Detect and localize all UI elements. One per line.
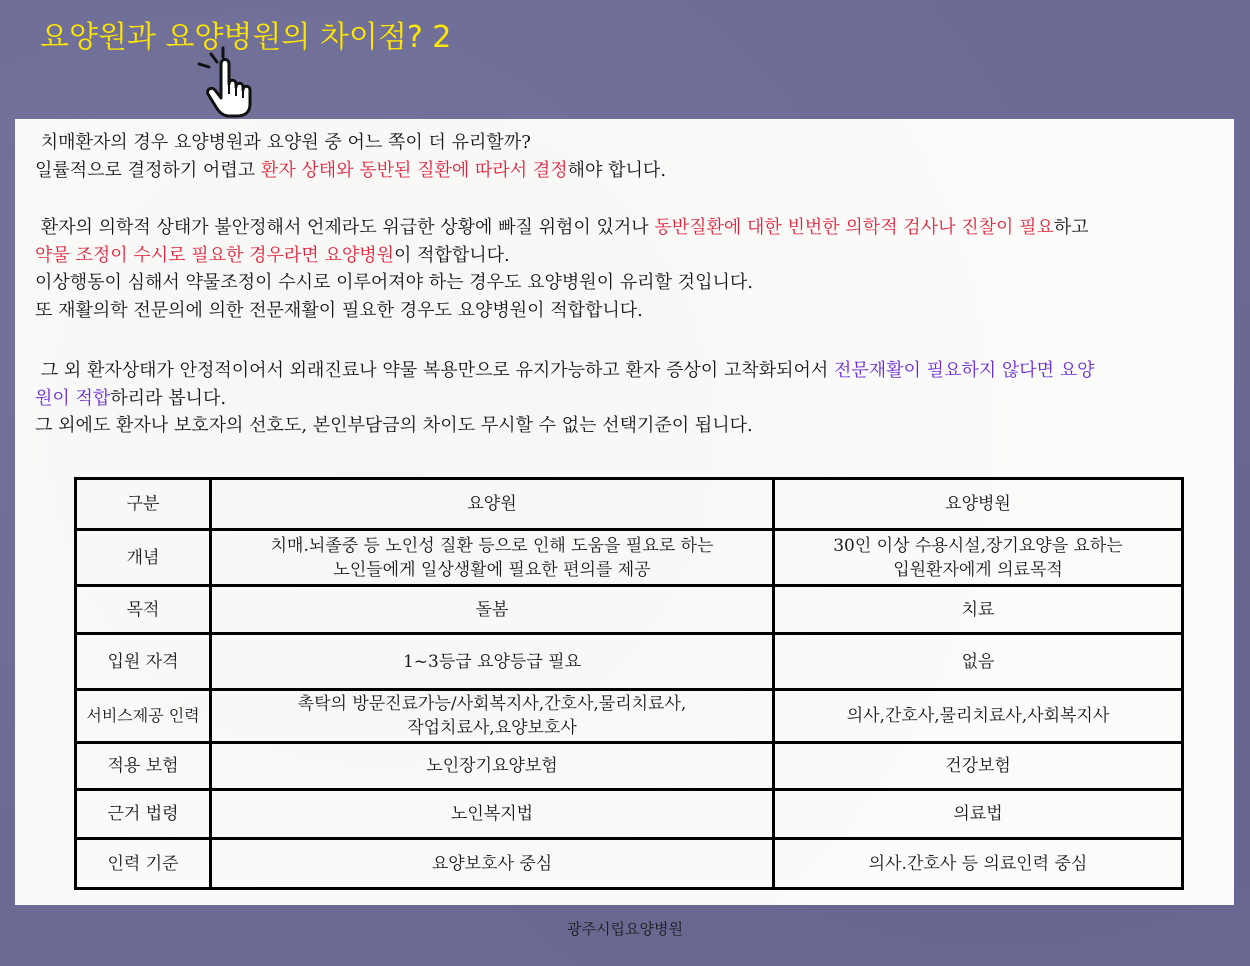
p2-line1-a: 환자의 의학적 상태가 불안정해서 언제라도 위급한 상황에 빠질 위험이 있거나 [40, 217, 655, 238]
row-nursing-hospital-cell: 건강보험 [774, 743, 1183, 790]
p3-line3: 그 외에도 환자나 보호자의 선호도, 본인부담금의 차이도 무시할 수 없는 선택기준이 됩니다. [35, 415, 753, 436]
paragraph-1 [35, 129, 1225, 184]
row-nursing-hospital-cell [774, 530, 1183, 586]
content-panel [15, 119, 1234, 905]
p2-line1-c: 하고 [1053, 217, 1089, 238]
cell-line: 치매.뇌졸중 등 노인성 질환 등으로 인해 도움을 필요로 하는 [270, 535, 714, 556]
cell-line: 노인들에게 일상생활에 필요한 편의를 제공 [333, 559, 651, 580]
p3-line2-b: 하리라 봅니다. [110, 387, 227, 409]
cell-line: 입원환자에게 의료목적 [893, 559, 1063, 580]
table-row [76, 634, 1183, 690]
paragraph-3 [35, 357, 1225, 440]
p1-line1: 치매환자의 경우 요양병원과 요양원 중 어느 쪽이 더 유리할까? [40, 132, 531, 153]
p1-line2-c: 해야 합니다. [567, 159, 667, 181]
cell-line: 작업치료사,요양보호사 [407, 718, 577, 738]
footer-hospital-name: 광주시립요양병원 [567, 920, 683, 938]
page-title: 요양원과 요양병원의 차이점? 2 [40, 20, 452, 55]
p3-line1-a: 그 외 환자상태가 안정적이어서 외래진료나 약물 복용만으로 유지가능하고 환자 증상이 고착화되어서 [40, 360, 834, 381]
p3-line1-highlight: 전문재활이 필요하지 않다면 요양 [833, 360, 1095, 381]
table-header-row [76, 479, 1183, 530]
p2-line1-highlight: 동반질환에 대한 빈번한 의학적 검사나 진찰이 필요 [654, 217, 1054, 238]
row-label: 목적 [76, 586, 211, 634]
cell-line: 촉탁의 방문진료가능/사회복지사,간호사,물리치료사, [297, 694, 687, 714]
row-label: 적용 보험 [76, 743, 211, 790]
row-nursing-home-cell [211, 530, 774, 586]
row-nursing-home-cell: 노인장기요양보험 [211, 743, 774, 790]
row-label: 근거 법령 [76, 790, 211, 839]
row-label: 서비스제공 인력 [76, 690, 211, 743]
p2-line3: 이상행동이 심해서 약물조정이 수시로 이루어져야 하는 경우도 요양병원이 유리할 것입니다. [35, 272, 753, 293]
table-row [76, 586, 1183, 634]
row-nursing-hospital-cell: 의료법 [774, 790, 1183, 839]
table-header-category: 구분 [76, 479, 211, 530]
table-row [76, 790, 1183, 839]
row-nursing-home-cell: 1~3등급 요양등급 필요 [211, 634, 774, 690]
row-label: 입원 자격 [76, 634, 211, 690]
row-nursing-hospital-cell: 치료 [774, 586, 1183, 634]
p1-line2-highlight: 환자 상태와 동반된 질환에 따라서 결정 [260, 159, 568, 181]
p2-line2-highlight: 약물 조정이 수시로 필요한 경우라면 요양병원 [35, 244, 394, 266]
p2-line4: 또 재활의학 전문의에 의한 전문재활이 필요한 경우도 요양병원이 적합합니다. [35, 299, 643, 321]
table-row [76, 690, 1183, 743]
p2-line2-b: 이 적합합니다. [393, 244, 510, 266]
row-nursing-home-cell [211, 690, 774, 743]
row-nursing-home-cell: 돌봄 [211, 586, 774, 634]
table-row [76, 839, 1183, 889]
table-header-nursing-hospital: 요양병원 [774, 479, 1183, 530]
cell-line: 30인 이상 수용시설,장기요양을 요하는 [833, 535, 1123, 556]
table-header-nursing-home: 요양원 [211, 479, 774, 530]
p3-line2-highlight: 원이 적합 [35, 387, 111, 409]
paragraph-2 [35, 214, 1225, 324]
comparison-table [74, 477, 1184, 890]
row-nursing-home-cell: 노인복지법 [211, 790, 774, 839]
table-row [76, 743, 1183, 790]
row-label: 개념 [76, 530, 211, 586]
pointing-hand-icon [193, 46, 273, 118]
p1-line2-a: 일률적으로 결정하기 어렵고 [35, 159, 261, 181]
row-nursing-hospital-cell: 없음 [774, 634, 1183, 690]
row-nursing-hospital-cell: 의사.간호사 등 의료인력 중심 [774, 839, 1183, 889]
table-row [76, 530, 1183, 586]
row-nursing-hospital-cell: 의사,간호사,물리치료사,사회복지사 [774, 690, 1183, 743]
row-nursing-home-cell: 요양보호사 중심 [211, 839, 774, 889]
row-label: 인력 기준 [76, 839, 211, 889]
